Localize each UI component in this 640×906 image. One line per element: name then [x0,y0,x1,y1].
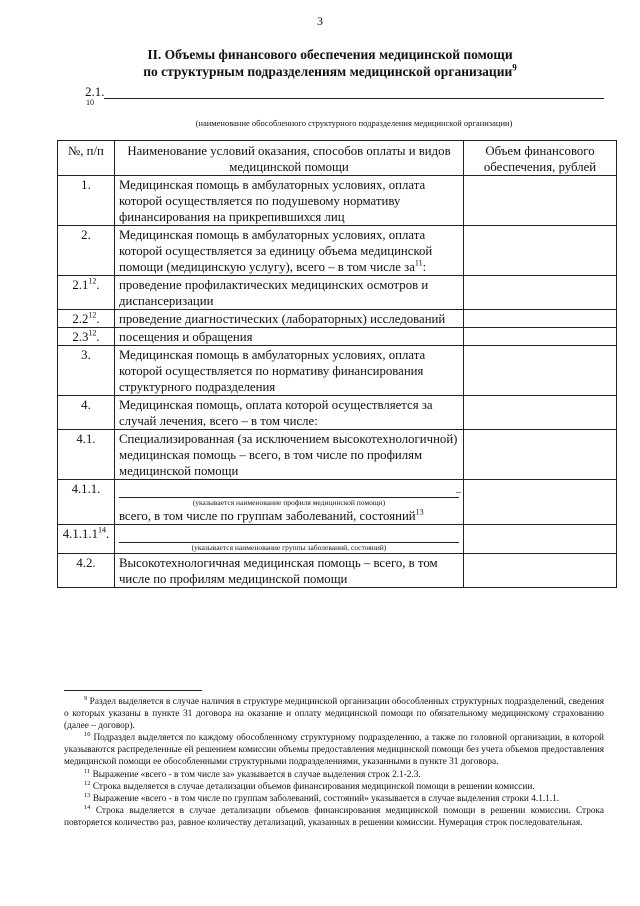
footnote: $^{10}$ Подраздел выделяется по каждому обособленному структурному подразделению, а также по головной организации, в которой указываются распределенные ей решением комиссии объемы предоставления медицинской помощи без учета объемов предоставления медицинской помощи ее обособленными структурными подразделениями, указанными в пункте 31 договора. [64,731,604,768]
row-text: проведение диагностических (лабораторных) исследований [114,310,463,328]
table-header-row [58,141,617,176]
footnote-ref-14: 14 [97,525,106,535]
disease-group-hint: (указывается наименование группы заболеваний, состояний) [191,543,387,552]
row-text: Медицинская помощь в амбулаторных условиях, оплата которой осуществляется по нормативу финансирования структурного подразделения [114,346,463,396]
profile-name-field: – [119,483,459,498]
header-num: №, п/п [58,141,115,176]
footnote-ref-12: 12 [88,276,97,286]
table-row [58,310,617,328]
row-text: проведение профилактических медицинских осмотров и диспансеризации [114,276,463,310]
table-row [58,176,617,226]
footnote: $^{11}$ Выражение «всего - в том числе за» указывается в случае выделения строк 2.1-2.3. [84,767,421,780]
table-row [58,346,617,396]
row-volume-cell [463,226,616,276]
table-row [58,554,617,588]
row-num: 1. [58,176,115,226]
title-line-1: II. Объемы финансового обеспечения медицинской помощи [147,47,513,62]
row-volume-cell [463,310,616,328]
row-text: Медицинская помощь в амбулаторных условиях, оплата которой осуществляется за единицу объема медицинской помощи (медицинскую услугу), всего – в том числе $за^{11}$: [114,226,463,276]
footnote: $^{13}$ Выражение «всего - в том числе по группам заболеваний, состояний» указывается в случае выделения строки 4.1.1.1. [84,791,560,804]
table-row [58,430,617,480]
profile-name-hint: (указывается наименование профиля медицинской помощи) [192,498,386,507]
row-num: 4.2. [58,554,115,588]
row-text: Медицинская помощь, оплата которой осуществляется за случай лечения, всего – в том числе: [114,396,463,430]
table-row [58,276,617,310]
footnote-ref-11: 11 [414,258,423,268]
row-num: 4.1.1. [58,480,115,525]
row-num: 4.1. [58,430,115,480]
footnote: $^{12}$ Строка выделяется в случае детализации объемов финансирования медицинской помощи в решении комиссии. [84,779,535,792]
subsection-name-field [104,98,604,99]
row-num: $2.1^{12}$. [58,276,115,310]
header-name: Наименование условий оказания, способов оплаты и видов медицинской помощи [114,141,463,176]
row-volume-cell [463,176,616,226]
table-row [58,525,617,554]
section-title [60,46,600,80]
row-num: $2.3^{12}$. [58,328,115,346]
row-volume-cell [463,396,616,430]
row-volume-cell [463,525,616,554]
footnotes [64,696,604,829]
row-text: – (указывается наименование профиля медицинской помощи) всего, в том числе по группам заболеваний, состояний$^{13}$ [114,480,463,525]
row-volume-cell [463,346,616,396]
row-volume-cell [463,276,616,310]
footnote-ref-13: 13 [415,507,424,517]
funding-table [57,140,617,588]
table-row [58,480,617,525]
row-volume-cell [463,480,616,525]
footnote: $^{14}$ Строка выделяется в случае детализации объемов финансирования медицинской помощи в решении комиссии. Строка повторяется количество раз, равное количеству детализаций, указанных в решении комиссии. Нумерация строк последовательная. [64,803,604,828]
row-num: 3. [58,346,115,396]
footnote-ref-12: 12 [88,328,97,338]
footnote-ref-12: 12 [88,310,97,320]
table-row [58,226,617,276]
disease-group-field [119,528,459,543]
row-num: 2. [58,226,115,276]
page-number: 3 [317,14,323,28]
row-text [114,525,463,554]
row-text: Медицинская помощь в амбулаторных условиях, оплата которой осуществляется по подушевому нормативу финансирования на прикрепившихся лиц [114,176,463,226]
row-text: посещения и обращения [114,328,463,346]
table-row [58,328,617,346]
row-volume-cell [463,430,616,480]
subsection-number: 2.1. [85,84,105,99]
footnote: $^9$ Раздел выделяется в случае наличия в структуре медицинской организации обособленных структурных подразделений, сведения о которых указаны в пункте 31 договора на оказание и оплату медицинской помощи по обязательному медицинскому страхованию (далее – договор). [64,694,604,732]
row-num: 4. [58,396,115,430]
header-volume: Объем финансового обеспечения, рублей [463,141,616,176]
footnote-ref-9: 9 [512,62,517,73]
row-volume-cell [463,554,616,588]
footnote-ref-10: 10 [86,98,94,107]
table-row [58,396,617,430]
row-volume-cell [463,328,616,346]
row-text: Высокотехнологичная медицинская помощь – всего, в том числе по профилям медицинской помощи [114,554,463,588]
title-line-2: по структурным подразделениям медицинской организации$^9$ [143,62,517,79]
footnote-separator [64,690,202,691]
row-text: Специализированная (за исключением высокотехнологичной) медицинская помощь – всего, в том числе по профилям медицинской помощи [114,430,463,480]
subsection-caption: (наименование обособленного структурного подразделения медицинской организации) [195,118,513,128]
row-num: $2.2^{12}$. [58,310,115,328]
row-num: 4.1.1.1$^{14}$. [58,525,115,554]
